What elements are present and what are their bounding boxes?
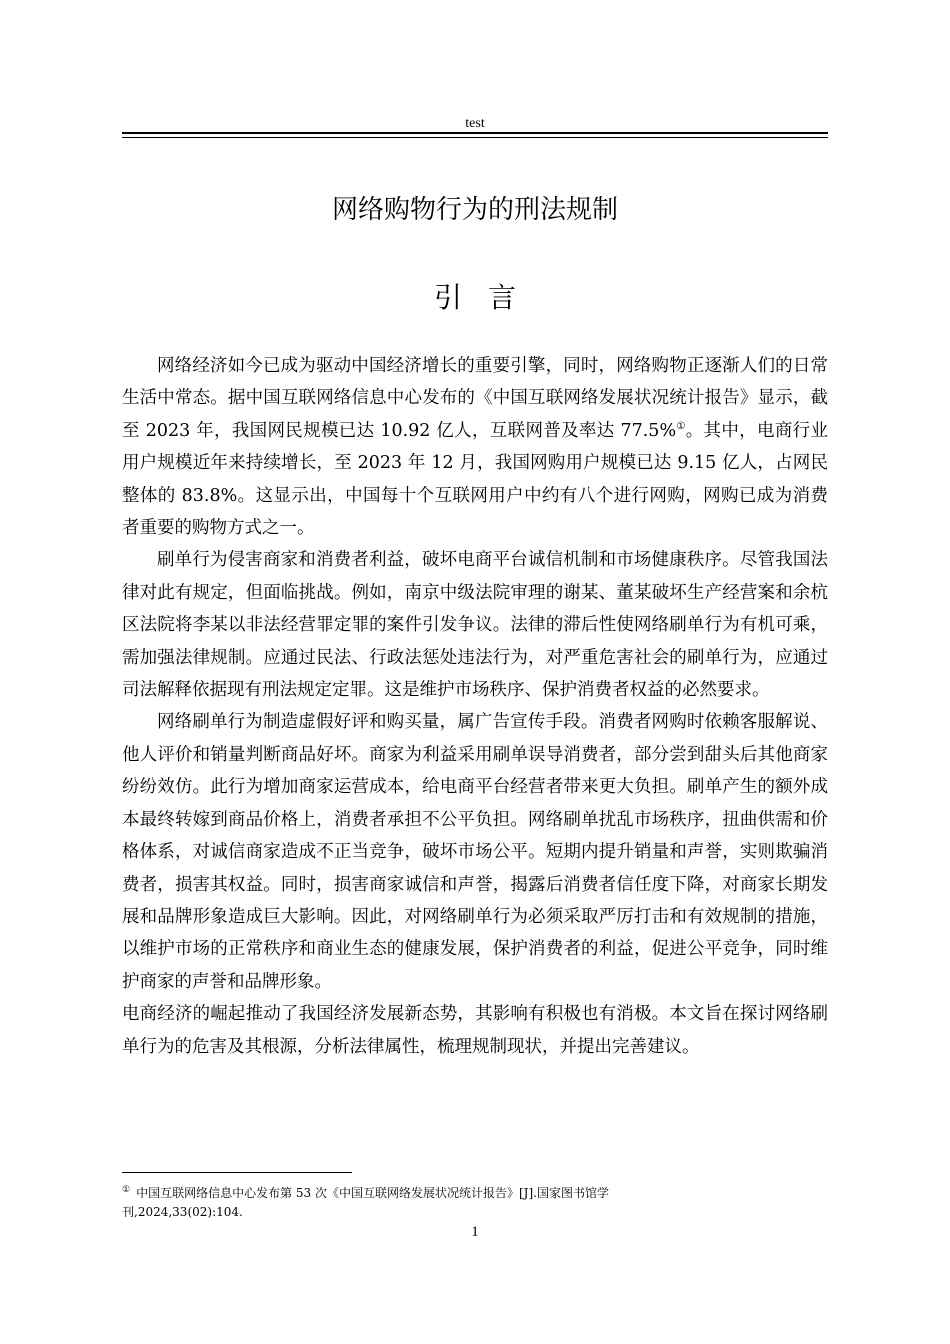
- footnote-mark: ①: [122, 1185, 131, 1195]
- paragraph: 刷单行为侵害商家和消费者利益，破坏电商平台诚信机制和市场健康秩序。尽管我国法律对此有规定，但面临挑战。例如，南京中级法院审理的谢某、董某破坏生产经营案和余杭区法院将李某以非法经营罪定罪的案件引发争议。法律的滞后性使网络刷单行为有机可乘，需加强法律规制。应通过民法、行政法惩处违法行为，对严重危害社会的刷单行为，应通过司法解释依据现有刑法规定定罪。这是维护市场秩序、保护消费者权益的必然要求。: [122, 550, 828, 701]
- body-text: [122, 350, 828, 1063]
- footnote: [122, 1184, 722, 1222]
- section-title: 引言: [433, 281, 542, 314]
- header-rule: [122, 132, 828, 138]
- page-number: 1: [471, 1224, 479, 1240]
- paragraph: 网络刷单行为制造虚假好评和购买量，属广告宣传手段。消费者网购时依赖客服解说、他人评价和销量判断商品好坏。商家为利益采用刷单误导消费者，部分尝到甜头后其他商家纷纷效仿。此行为增加商家运营成本，给电商平台经营者带来更大负担。刷单产生的额外成本最终转嫁到商品价格上，消费者承担不公平负担。网络刷单扰乱市场秩序，扭曲供需和价格体系，对诚信商家造成不正当竞争，破坏市场公平。短期内提升销量和声誉，实则欺骗消费者，损害其权益。同时，损害商家诚信和声誉，揭露后消费者信任度下降，对商家长期发展和品牌形象造成巨大影响。因此，对网络刷单行为必须采取严厉打击和有效规制的措施，以维护市场的正常秩序和商业生态的健康发展，保护消费者的利益，促进公平竞争，同时维护商家的声誉和品牌形象。: [122, 712, 828, 992]
- paragraph: [122, 350, 828, 544]
- footnote-reference[interactable]: ①: [676, 420, 686, 432]
- footnote-text: 中国互联网络信息中心发布第 53 次《中国互联网络发展状况统计报告》[J].国家图书馆学刊,2024,33(02):104.: [122, 1186, 609, 1219]
- paragraph-text: 。其中，电商行业用户规模近年来持续增长，至 2023 年 12 月，我国网购用户规模已达 9.15 亿人，占网民整体的 83.8%。这显示出，中国每十个互联网用户中约有八个进行网购，网购已成为消费者重要的购物方式之一。: [122, 420, 828, 539]
- paragraph: 电商经济的崛起推动了我国经济发展新态势，其影响有积极也有消极。本文旨在探讨网络刷单行为的危害及其根源，分析法律属性，梳理规制现状，并提出完善建议。: [122, 1004, 828, 1057]
- running-header: test: [465, 116, 485, 131]
- paragraph-text: 网络经济如今已成为驱动中国经济增长的重要引擎，同时，网络购物正逐渐人们的日常生活中常态。据中国互联网络信息中心发布的《中国互联网络发展状况统计报告》显示，截至 2023 年，我国网民规模已达 10.92 亿人，互联网普及率达 77.5%: [122, 356, 828, 441]
- footnote-separator: [122, 1172, 352, 1173]
- document-title: 网络购物行为的刑法规制: [331, 195, 618, 225]
